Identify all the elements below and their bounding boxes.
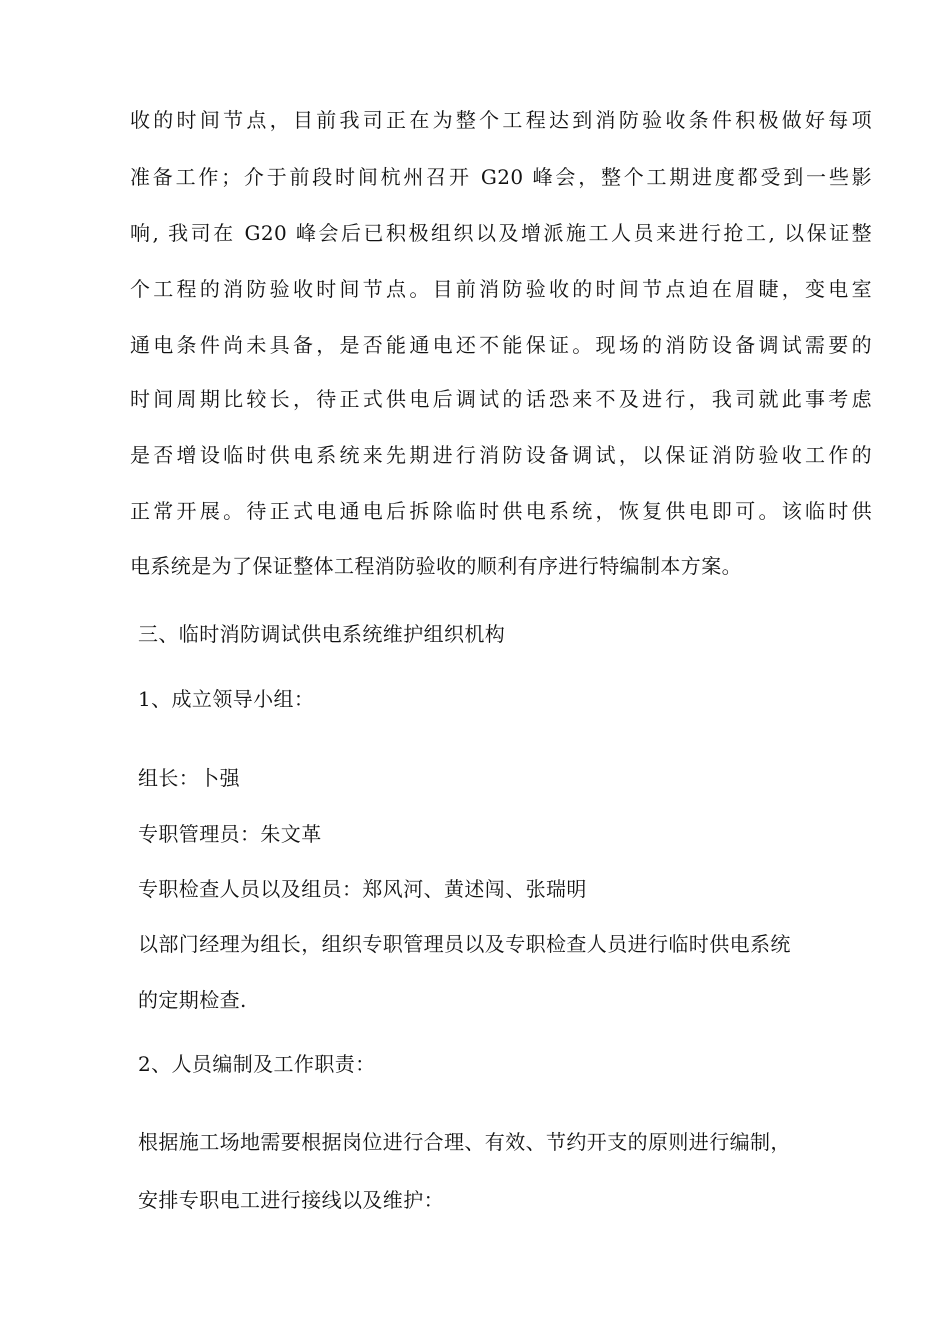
paragraph-line: 响, 我司在 G20 峰会后已积极组织以及增派施工人员来进行抢工, 以保证整 <box>130 221 872 245</box>
paragraph-line: 电系统是为了保证整体工程消防验收的顺利有序进行特编制本方案。 <box>130 554 742 578</box>
subsection-heading: 2、人员编制及工作职责： <box>138 1052 376 1076</box>
paragraph-line: 正常开展。待正式电通电后拆除临时供电系统，恢复供电即可。该临时供 <box>130 499 872 523</box>
paragraph-line: 安排专职电工进行接线以及维护： <box>138 1188 444 1212</box>
paragraph-line: 通电条件尚未具备，是否能通电还不能保证。现场的消防设备调试需要的 <box>130 333 872 357</box>
paragraph-line: 收的时间节点，目前我司正在为整个工程达到消防验收条件积极做好每项 <box>130 108 872 132</box>
subsection-heading: 1、成立领导小组： <box>138 687 315 711</box>
section-heading: 三、临时消防调试供电系统维护组织机构 <box>138 622 506 646</box>
inspectors-line: 专职检查人员以及组员：郑风河、黄述闯、张瑞明 <box>138 877 587 901</box>
leader-line: 组长：卜强 <box>138 766 240 790</box>
paragraph-line: 以部门经理为组长，组织专职管理员以及专职检查人员进行临时供电系统 <box>138 932 791 956</box>
paragraph-line: 准备工作；介于前段时间杭州召开 G20 峰会，整个工期进度都受到一些影 <box>130 165 872 189</box>
paragraph-line: 时间周期比较长，待正式供电后调试的话恐来不及进行，我司就此事考虑 <box>130 387 872 411</box>
paragraph-line: 个工程的消防验收时间节点。目前消防验收的时间节点迫在眉睫，变电室 <box>130 277 872 301</box>
paragraph-line: 的定期检查. <box>138 988 247 1012</box>
manager-line: 专职管理员：朱文革 <box>138 822 322 846</box>
paragraph-line: 根据施工场地需要根据岗位进行合理、有效、节约开支的原则进行编制， <box>138 1130 791 1154</box>
paragraph-line: 是否增设临时供电系统来先期进行消防设备调试，以保证消防验收工作的 <box>130 443 872 467</box>
